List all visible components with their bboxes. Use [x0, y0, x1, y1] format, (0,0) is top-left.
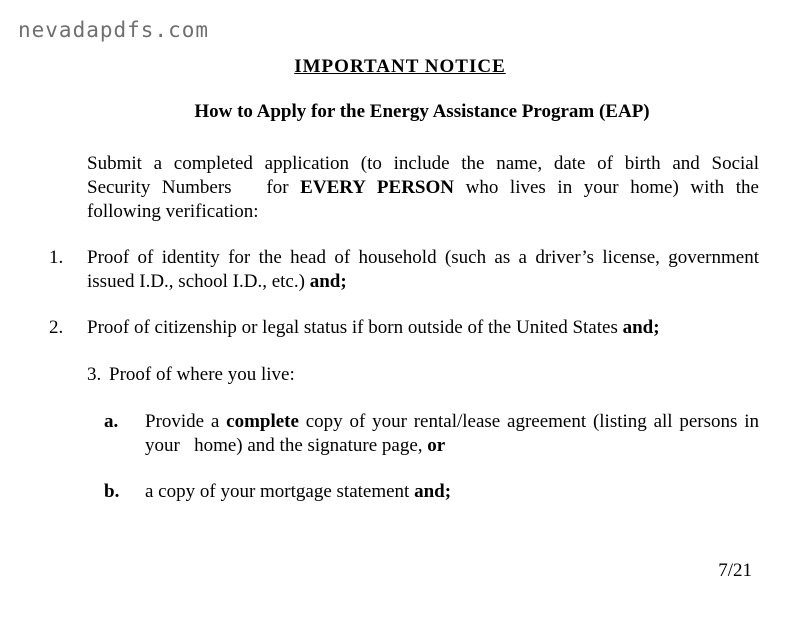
item-1-number: 1. — [49, 247, 64, 268]
page-number: 7/21 — [718, 560, 752, 581]
intro-line-1: Submit a completed application (to include the name, date of birth and Social — [87, 153, 759, 174]
subitem-b-text-pre: a copy of your mortgage statement — [145, 481, 415, 502]
subitem-a-or: or — [427, 435, 446, 456]
item-2-and: and; — [622, 317, 660, 338]
subitem-b-letter: b. — [104, 481, 120, 502]
complete-emphasis: complete — [226, 411, 299, 432]
subitem-a-text-mid: copy of your rental/lease agreement (listing all persons in your home) and the signature page, — [145, 411, 764, 456]
item-3-number: 3. — [87, 364, 102, 385]
item-1-and: and; — [309, 271, 347, 292]
item-2-text — [87, 316, 759, 340]
subitem-b-and: and; — [414, 481, 452, 502]
subitem-a-text — [145, 410, 764, 458]
item-1-text — [87, 246, 759, 294]
intro-paragraph — [87, 152, 759, 224]
item-2-text-pre: Proof of citizenship or legal status if born outside of the United States — [87, 317, 623, 338]
subitem-a-letter: a. — [104, 411, 119, 432]
intro-line-2-pre: Security Numbers for — [87, 177, 301, 198]
notice-subtitle: How to Apply for the Energy Assistance Program (EAP) — [194, 101, 650, 122]
item-2-number: 2. — [49, 317, 64, 338]
intro-line-2 — [87, 176, 759, 200]
item-1-text-pre: Proof of identity for the head of household (such as a driver’s license, government issued I.D., school I.D., etc.) — [87, 247, 759, 292]
intro-line-2-post: who lives in your home) with the — [453, 177, 759, 198]
subitem-b-text — [145, 480, 759, 504]
item-3-text: Proof of where you live: — [109, 364, 295, 385]
every-person-emphasis: EVERY PERSON — [300, 177, 454, 198]
subitem-a-text-pre: Provide a — [145, 411, 227, 432]
watermark: nevadapdfs.com — [18, 18, 210, 42]
notice-title: IMPORTANT NOTICE — [294, 56, 506, 77]
intro-line-3: following verification: — [87, 201, 259, 222]
